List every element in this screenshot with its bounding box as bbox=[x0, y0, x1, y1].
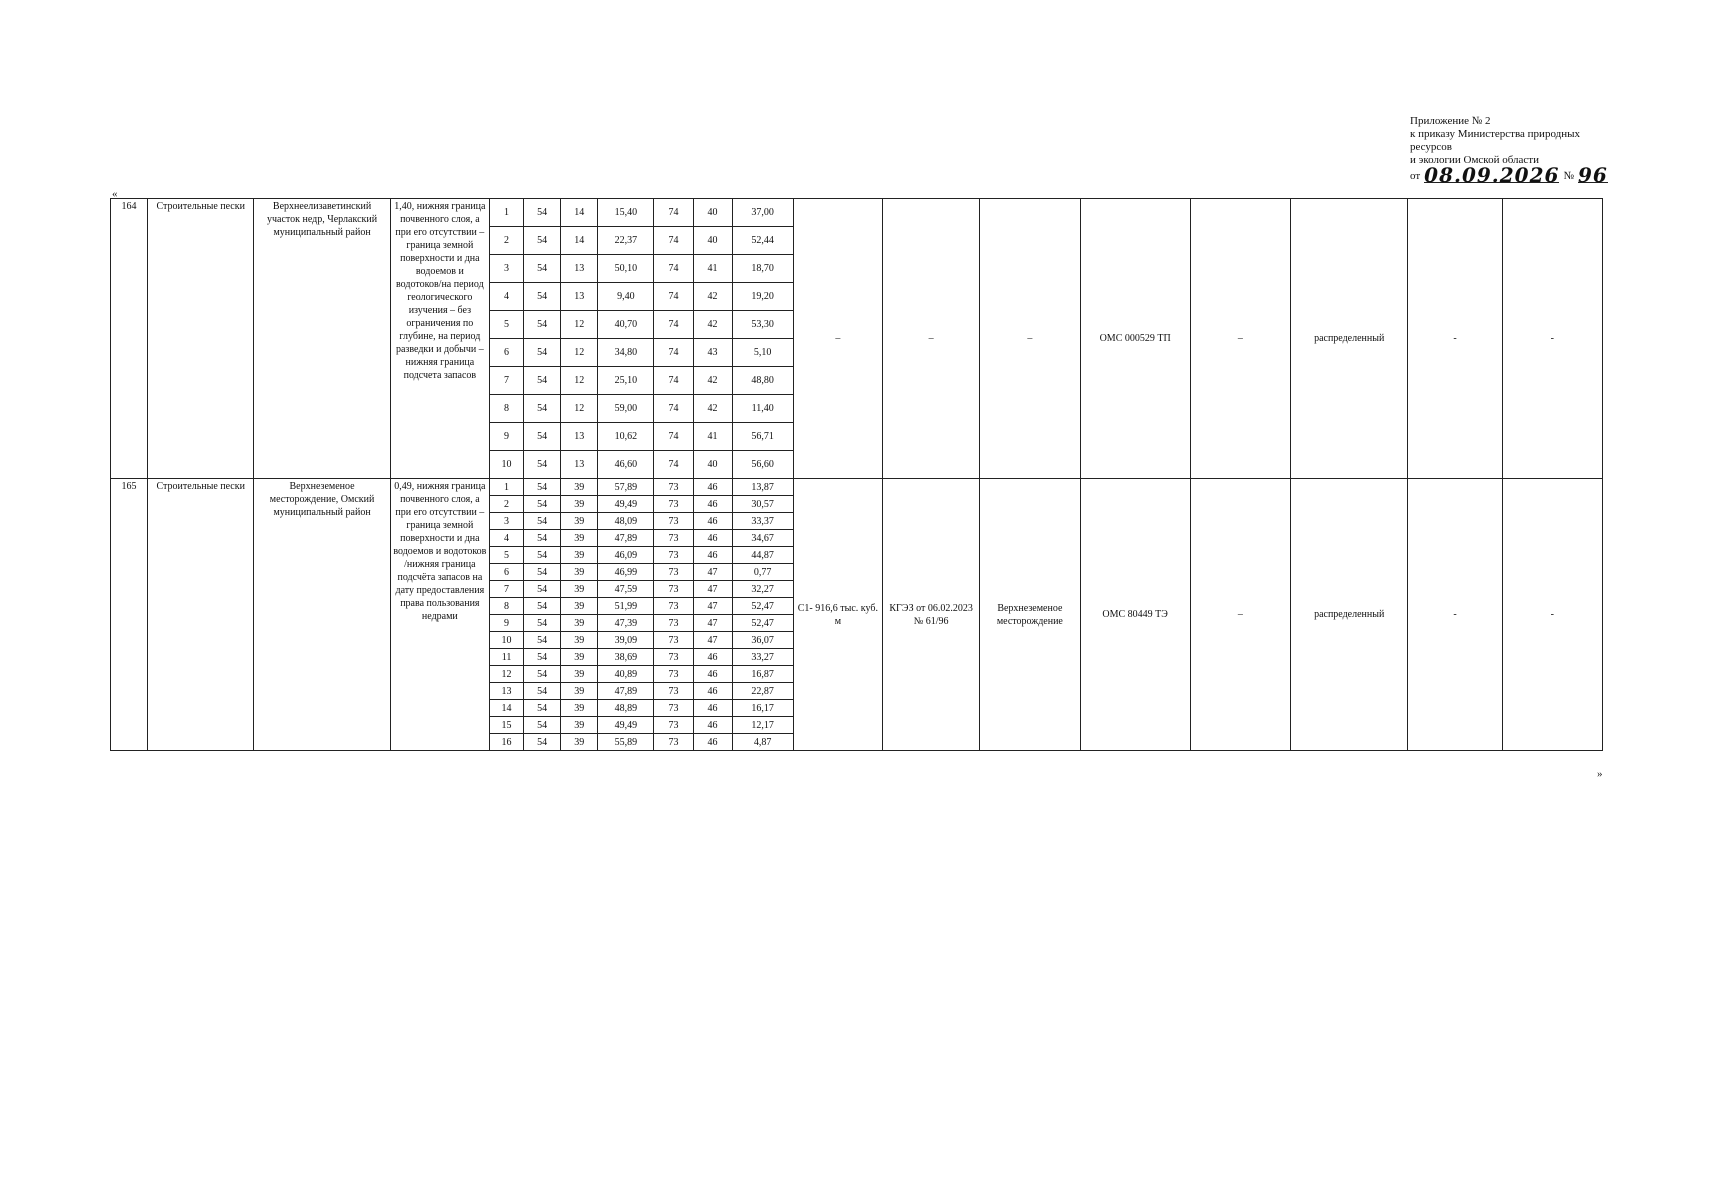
lat-sec: 9,40 bbox=[598, 283, 654, 311]
lat-min: 39 bbox=[561, 717, 598, 734]
lon-min: 46 bbox=[693, 530, 732, 547]
lat-deg: 54 bbox=[524, 451, 561, 479]
lat-min: 39 bbox=[561, 700, 598, 717]
point-number: 3 bbox=[490, 513, 524, 530]
lat-min: 13 bbox=[561, 423, 598, 451]
lon-sec: 37,00 bbox=[732, 199, 793, 227]
point-number: 10 bbox=[490, 451, 524, 479]
lon-min: 47 bbox=[693, 598, 732, 615]
lat-min: 39 bbox=[561, 479, 598, 496]
lon-min: 40 bbox=[693, 451, 732, 479]
expertise: – bbox=[882, 199, 979, 479]
lat-deg: 54 bbox=[524, 649, 561, 666]
appendix-region-line: и экологии Омской области bbox=[1410, 154, 1540, 166]
lon-min: 41 bbox=[693, 255, 732, 283]
lat-sec: 48,09 bbox=[598, 513, 654, 530]
deposit-name: Верхнеземеное месторождение bbox=[980, 479, 1080, 751]
lat-min: 12 bbox=[561, 311, 598, 339]
site-name: Верхнеземеное месторождение, Омский муниципальный район bbox=[254, 479, 390, 751]
lat-sec: 47,89 bbox=[598, 683, 654, 700]
point-number: 14 bbox=[490, 700, 524, 717]
lat-deg: 54 bbox=[524, 199, 561, 227]
lon-sec: 53,30 bbox=[732, 311, 793, 339]
point-number: 15 bbox=[490, 717, 524, 734]
lat-min: 39 bbox=[561, 666, 598, 683]
lat-sec: 25,10 bbox=[598, 367, 654, 395]
lat-deg: 54 bbox=[524, 395, 561, 423]
lon-deg: 74 bbox=[654, 227, 693, 255]
lon-sec: 33,27 bbox=[732, 649, 793, 666]
lat-deg: 54 bbox=[524, 700, 561, 717]
lon-sec: 12,17 bbox=[732, 717, 793, 734]
handwritten-number: 96 bbox=[1577, 163, 1608, 187]
lon-sec: 11,40 bbox=[732, 395, 793, 423]
note-h: - bbox=[1502, 199, 1602, 479]
lon-min: 42 bbox=[693, 311, 732, 339]
lat-min: 12 bbox=[561, 395, 598, 423]
lat-deg: 54 bbox=[524, 339, 561, 367]
closing-quote: » bbox=[1597, 768, 1603, 780]
lat-min: 14 bbox=[561, 199, 598, 227]
lat-min: 13 bbox=[561, 283, 598, 311]
lon-min: 47 bbox=[693, 632, 732, 649]
lon-deg: 74 bbox=[654, 451, 693, 479]
lon-deg: 74 bbox=[654, 311, 693, 339]
lon-sec: 13,87 bbox=[732, 479, 793, 496]
lon-deg: 74 bbox=[654, 199, 693, 227]
lat-sec: 47,59 bbox=[598, 581, 654, 598]
lon-sec: 33,37 bbox=[732, 513, 793, 530]
lat-deg: 54 bbox=[524, 615, 561, 632]
point-number: 7 bbox=[490, 367, 524, 395]
lat-deg: 54 bbox=[524, 423, 561, 451]
lat-deg: 54 bbox=[524, 683, 561, 700]
lon-min: 41 bbox=[693, 423, 732, 451]
lon-deg: 73 bbox=[654, 700, 693, 717]
lat-min: 39 bbox=[561, 683, 598, 700]
lon-deg: 74 bbox=[654, 395, 693, 423]
lon-sec: 44,87 bbox=[732, 547, 793, 564]
lon-min: 42 bbox=[693, 283, 732, 311]
lon-deg: 73 bbox=[654, 734, 693, 751]
lat-deg: 54 bbox=[524, 581, 561, 598]
lon-sec: 34,67 bbox=[732, 530, 793, 547]
lat-sec: 51,99 bbox=[598, 598, 654, 615]
lat-min: 39 bbox=[561, 513, 598, 530]
lon-min: 46 bbox=[693, 700, 732, 717]
lon-sec: 18,70 bbox=[732, 255, 793, 283]
lon-sec: 5,10 bbox=[732, 339, 793, 367]
lat-deg: 54 bbox=[524, 479, 561, 496]
note-h: - bbox=[1502, 479, 1602, 751]
lat-deg: 54 bbox=[524, 367, 561, 395]
lon-deg: 74 bbox=[654, 423, 693, 451]
mineral-type: Строительные пески bbox=[148, 479, 254, 751]
point-number: 10 bbox=[490, 632, 524, 649]
point-number: 5 bbox=[490, 311, 524, 339]
lon-sec: 19,20 bbox=[732, 283, 793, 311]
lon-min: 46 bbox=[693, 649, 732, 666]
point-number: 8 bbox=[490, 395, 524, 423]
status: распределенный bbox=[1291, 199, 1408, 479]
lat-sec: 47,39 bbox=[598, 615, 654, 632]
reserves: – bbox=[793, 199, 882, 479]
lat-deg: 54 bbox=[524, 564, 561, 581]
lat-min: 13 bbox=[561, 451, 598, 479]
extra-info: – bbox=[1190, 199, 1290, 479]
lat-sec: 22,37 bbox=[598, 227, 654, 255]
appendix-ministry-line: ресурсов bbox=[1410, 141, 1452, 153]
lon-min: 47 bbox=[693, 564, 732, 581]
lon-min: 47 bbox=[693, 615, 732, 632]
lon-deg: 73 bbox=[654, 547, 693, 564]
lat-sec: 38,69 bbox=[598, 649, 654, 666]
lat-min: 39 bbox=[561, 649, 598, 666]
lon-deg: 73 bbox=[654, 717, 693, 734]
lon-min: 46 bbox=[693, 513, 732, 530]
lat-sec: 46,60 bbox=[598, 451, 654, 479]
lon-min: 42 bbox=[693, 395, 732, 423]
lon-sec: 56,60 bbox=[732, 451, 793, 479]
opening-quote: « bbox=[112, 188, 118, 200]
expertise: КГЭЗ от 06.02.2023 № 61/96 bbox=[882, 479, 979, 751]
lat-min: 12 bbox=[561, 339, 598, 367]
lon-min: 46 bbox=[693, 717, 732, 734]
appendix-title: Приложение № 2 bbox=[1410, 115, 1491, 127]
point-number: 8 bbox=[490, 598, 524, 615]
lon-min: 42 bbox=[693, 367, 732, 395]
reserves: C1- 916,6 тыс. куб. м bbox=[793, 479, 882, 751]
lat-deg: 54 bbox=[524, 717, 561, 734]
row-number: 165 bbox=[111, 479, 148, 751]
lat-sec: 10,62 bbox=[598, 423, 654, 451]
lon-deg: 74 bbox=[654, 367, 693, 395]
lat-sec: 39,09 bbox=[598, 632, 654, 649]
lon-sec: 32,27 bbox=[732, 581, 793, 598]
lon-deg: 74 bbox=[654, 255, 693, 283]
lon-sec: 56,71 bbox=[732, 423, 793, 451]
lon-deg: 74 bbox=[654, 339, 693, 367]
appendix-date-line bbox=[1410, 163, 1710, 187]
point-number: 4 bbox=[490, 283, 524, 311]
lon-min: 46 bbox=[693, 547, 732, 564]
lat-sec: 15,40 bbox=[598, 199, 654, 227]
area-depth: 1,40, нижняя граница почвенного слоя, а при его отсутствии – граница земной поверхности и дна водоемов и водотоков/на период геологического изучения – без ограничения по глубине, на период разведки и добычи – нижняя граница подсчета запасов bbox=[390, 199, 489, 479]
lon-sec: 30,57 bbox=[732, 496, 793, 513]
handwritten-date: 08.09.2026 bbox=[1424, 163, 1560, 187]
lat-min: 39 bbox=[561, 598, 598, 615]
area-depth: 0,49, нижняя граница почвенного слоя, а при его отсутствии – граница земной поверхности и дна водоемов и водотоков /нижняя граница подсчёта запасов на дату предоставления права пользования недрами bbox=[390, 479, 489, 751]
lat-deg: 54 bbox=[524, 598, 561, 615]
point-number: 3 bbox=[490, 255, 524, 283]
lat-deg: 54 bbox=[524, 311, 561, 339]
lat-sec: 34,80 bbox=[598, 339, 654, 367]
point-number: 2 bbox=[490, 227, 524, 255]
point-number: 13 bbox=[490, 683, 524, 700]
point-number: 7 bbox=[490, 581, 524, 598]
extra-info: – bbox=[1190, 479, 1290, 751]
point-number: 9 bbox=[490, 615, 524, 632]
lon-deg: 73 bbox=[654, 683, 693, 700]
point-number: 9 bbox=[490, 423, 524, 451]
lat-deg: 54 bbox=[524, 227, 561, 255]
point-number: 5 bbox=[490, 547, 524, 564]
lat-deg: 54 bbox=[524, 632, 561, 649]
lat-deg: 54 bbox=[524, 283, 561, 311]
point-number: 16 bbox=[490, 734, 524, 751]
lon-min: 46 bbox=[693, 683, 732, 700]
lon-deg: 74 bbox=[654, 283, 693, 311]
lat-min: 14 bbox=[561, 227, 598, 255]
lon-sec: 48,80 bbox=[732, 367, 793, 395]
point-number: 6 bbox=[490, 339, 524, 367]
license-number: ОМС 80449 ТЭ bbox=[1080, 479, 1190, 751]
lat-sec: 49,49 bbox=[598, 717, 654, 734]
lon-sec: 0,77 bbox=[732, 564, 793, 581]
lon-sec: 52,47 bbox=[732, 615, 793, 632]
lon-sec: 4,87 bbox=[732, 734, 793, 751]
lon-min: 46 bbox=[693, 734, 732, 751]
date-prefix: от bbox=[1410, 170, 1421, 182]
lon-min: 46 bbox=[693, 496, 732, 513]
lat-min: 39 bbox=[561, 615, 598, 632]
lon-deg: 73 bbox=[654, 649, 693, 666]
lon-deg: 73 bbox=[654, 564, 693, 581]
lat-deg: 54 bbox=[524, 496, 561, 513]
lon-deg: 73 bbox=[654, 581, 693, 598]
point-number: 1 bbox=[490, 199, 524, 227]
lat-min: 39 bbox=[561, 632, 598, 649]
lat-sec: 55,89 bbox=[598, 734, 654, 751]
lat-min: 12 bbox=[561, 367, 598, 395]
row-number: 164 bbox=[111, 199, 148, 479]
lon-min: 43 bbox=[693, 339, 732, 367]
appendix-order-line: к приказу Министерства природных bbox=[1410, 128, 1581, 140]
lat-deg: 54 bbox=[524, 666, 561, 683]
lat-min: 39 bbox=[561, 734, 598, 751]
note-g: - bbox=[1408, 479, 1502, 751]
lat-sec: 46,09 bbox=[598, 547, 654, 564]
note-g: - bbox=[1408, 199, 1502, 479]
lat-sec: 40,89 bbox=[598, 666, 654, 683]
lon-deg: 73 bbox=[654, 615, 693, 632]
lat-deg: 54 bbox=[524, 547, 561, 564]
lat-min: 39 bbox=[561, 564, 598, 581]
lat-sec: 47,89 bbox=[598, 530, 654, 547]
point-number: 12 bbox=[490, 666, 524, 683]
lat-deg: 54 bbox=[524, 513, 561, 530]
lat-deg: 54 bbox=[524, 530, 561, 547]
lat-sec: 59,00 bbox=[598, 395, 654, 423]
lat-sec: 48,89 bbox=[598, 700, 654, 717]
point-number: 1 bbox=[490, 479, 524, 496]
deposit-name: – bbox=[980, 199, 1080, 479]
table-row bbox=[111, 199, 1603, 227]
number-prefix: № bbox=[1563, 170, 1574, 182]
lat-min: 39 bbox=[561, 547, 598, 564]
lon-sec: 22,87 bbox=[732, 683, 793, 700]
lon-min: 40 bbox=[693, 199, 732, 227]
lon-deg: 73 bbox=[654, 479, 693, 496]
site-name: Верхнеелизаветинский участок недр, Черлакский муниципальный район bbox=[254, 199, 390, 479]
lon-min: 47 bbox=[693, 581, 732, 598]
point-number: 6 bbox=[490, 564, 524, 581]
lon-deg: 73 bbox=[654, 496, 693, 513]
status: распределенный bbox=[1291, 479, 1408, 751]
lon-min: 46 bbox=[693, 479, 732, 496]
license-number: ОМС 000529 ТП bbox=[1080, 199, 1190, 479]
lon-sec: 16,17 bbox=[732, 700, 793, 717]
lat-sec: 46,99 bbox=[598, 564, 654, 581]
lon-deg: 73 bbox=[654, 598, 693, 615]
lon-sec: 52,44 bbox=[732, 227, 793, 255]
lat-min: 13 bbox=[561, 255, 598, 283]
lon-sec: 16,87 bbox=[732, 666, 793, 683]
lon-deg: 73 bbox=[654, 632, 693, 649]
lon-min: 40 bbox=[693, 227, 732, 255]
point-number: 2 bbox=[490, 496, 524, 513]
appendix-header bbox=[1410, 115, 1710, 187]
lon-sec: 36,07 bbox=[732, 632, 793, 649]
mineral-type: Строительные пески bbox=[148, 199, 254, 479]
lat-sec: 49,49 bbox=[598, 496, 654, 513]
lat-deg: 54 bbox=[524, 734, 561, 751]
table-row bbox=[111, 479, 1603, 496]
lat-min: 39 bbox=[561, 581, 598, 598]
lon-sec: 52,47 bbox=[732, 598, 793, 615]
lon-min: 46 bbox=[693, 666, 732, 683]
lat-min: 39 bbox=[561, 530, 598, 547]
point-number: 11 bbox=[490, 649, 524, 666]
lat-deg: 54 bbox=[524, 255, 561, 283]
lat-min: 39 bbox=[561, 496, 598, 513]
lon-deg: 73 bbox=[654, 666, 693, 683]
subsoil-register-table bbox=[110, 198, 1603, 751]
point-number: 4 bbox=[490, 530, 524, 547]
lon-deg: 73 bbox=[654, 513, 693, 530]
lat-sec: 57,89 bbox=[598, 479, 654, 496]
lon-deg: 73 bbox=[654, 530, 693, 547]
lat-sec: 50,10 bbox=[598, 255, 654, 283]
lat-sec: 40,70 bbox=[598, 311, 654, 339]
